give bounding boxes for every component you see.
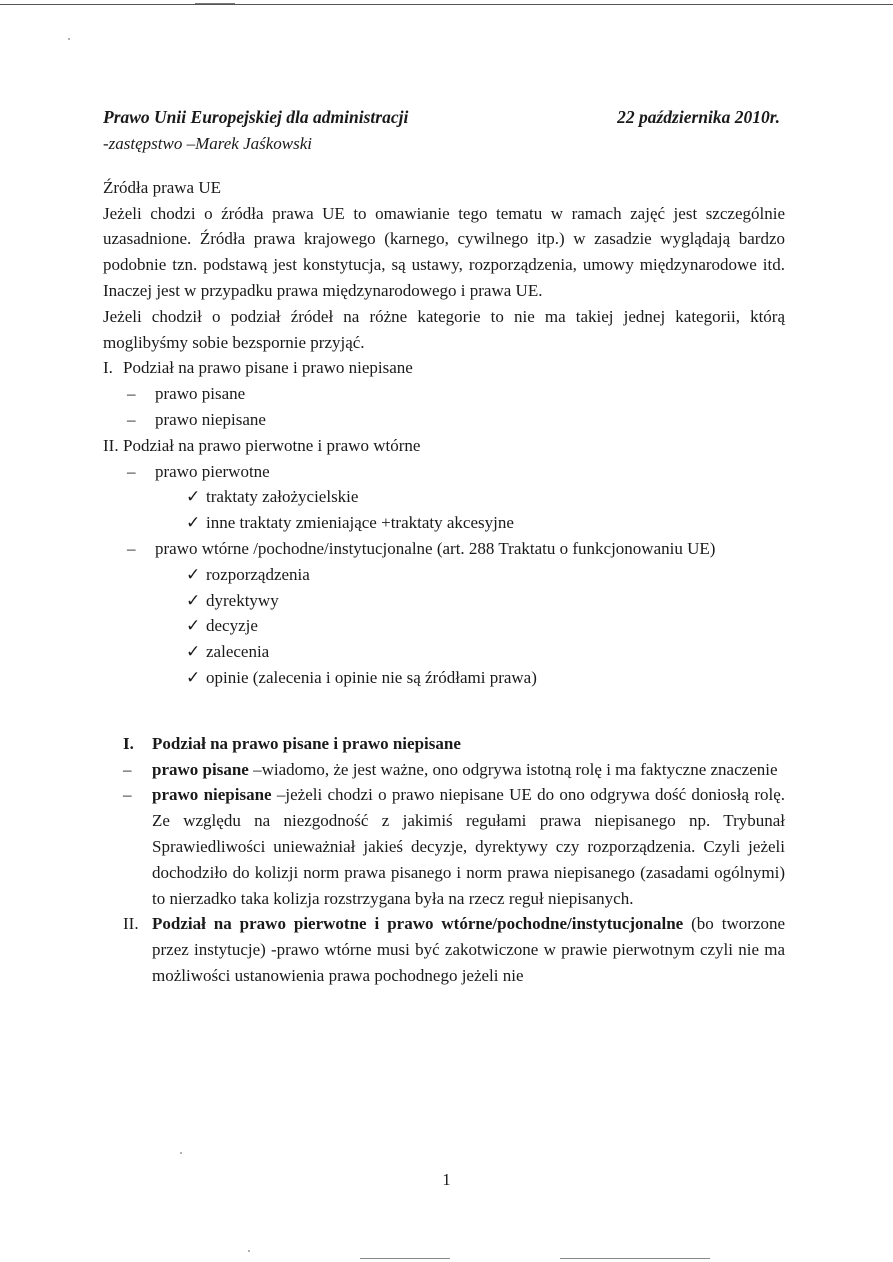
document-header	[103, 105, 785, 131]
outline-item	[103, 433, 785, 459]
list-item-text: dyrektywy	[206, 590, 279, 610]
definition-item	[103, 782, 785, 911]
scan-bottom-mark	[360, 1258, 450, 1259]
list-item	[103, 407, 785, 433]
list-item-text: decyzje	[206, 616, 258, 636]
details-heading-text: Podział na prawo pisane i prawo niepisane	[152, 733, 461, 753]
definition-text: –wiadomo, że jest ważne, ono odgrywa istotną rolę i ma faktyczne znaczenie	[248, 759, 778, 779]
scan-speck	[68, 38, 70, 40]
list-item-text: prawo pierwotne	[155, 461, 270, 481]
page-number: 1	[442, 1170, 451, 1189]
intro-paragraph: Jeżeli chodził o podział źródeł na różne kategorie to nie ma takiej jednej kategorii, którą moglibyśmy sobie bezspornie przyjąć.	[103, 306, 785, 352]
list-item-text: prawo wtórne /pochodne/instytucjonalne (art. 288 Traktatu o funkcjonowaniu UE)	[155, 538, 716, 558]
checkmark-icon: ✓	[186, 513, 201, 533]
check-list-item	[103, 562, 785, 588]
dash-bullet: –	[127, 384, 136, 404]
check-list-item	[103, 510, 785, 536]
outline-label: Podział na prawo pierwotne i prawo wtórne	[123, 435, 421, 455]
list-item	[103, 536, 785, 562]
list-item-text: prawo pisane	[155, 384, 246, 404]
checkmark-icon: ✓	[186, 642, 201, 662]
details-section	[103, 731, 785, 989]
checkmark-icon: ✓	[186, 590, 201, 610]
list-item-text: inne traktaty zmieniające +traktaty akcesyjne	[206, 513, 514, 533]
roman-numeral: I.	[103, 358, 113, 378]
check-list-item	[103, 588, 785, 614]
definition-term: prawo pisane	[152, 759, 249, 779]
list-item-text: rozporządzenia	[206, 564, 310, 584]
details-heading	[103, 911, 785, 988]
roman-numeral: II.	[123, 914, 139, 934]
lecture-date: 22 października 2010r.	[617, 107, 780, 127]
scan-top-edge-line	[0, 4, 893, 5]
definition-text: –jeżeli chodzi o prawo niepisane UE do ono odgrywa dość doniosłą rolę. Ze względu na niezgodność z jakimiś regułami prawa niepisanego np. Trybunał Sprawiedliwości unieważniał jakieś decyzje, dyrektywy czy rozporządzenia. Czyli jeżeli dochodziło do kolizji norm prawa pisanego i norm prawa niepisanego (zasadami ogólnymi) to nierzadko taka kolizja rozstrzygana była na rzecz reguł niepisanych.	[152, 785, 785, 908]
scan-speck	[248, 1250, 250, 1252]
dash-bullet: –	[127, 538, 136, 558]
scan-bottom-mark	[560, 1258, 710, 1259]
scan-speck	[180, 1152, 182, 1154]
check-list-item	[103, 665, 785, 691]
details-text: (bo tworzone przez instytucje) -prawo wtórne musi być zakotwiczone w prawie pierwotnym czyli nie ma możliwości ustanowienia prawa pochodnego jeżeli nie	[152, 914, 785, 985]
definition-item	[103, 757, 785, 783]
checkmark-icon: ✓	[186, 616, 201, 636]
checkmark-icon: ✓	[186, 487, 201, 507]
document-page	[103, 105, 785, 989]
course-title: Prawo Unii Europejskiej dla administracji	[103, 107, 409, 127]
list-item-text: traktaty założycielskie	[206, 487, 359, 507]
details-heading-text: Podział na prawo pierwotne i prawo wtórne/pochodne/instytucjonalne	[152, 914, 684, 934]
dash-bullet: –	[123, 785, 132, 805]
intro-paragraph: Jeżeli chodzi o źródła prawa UE to omawianie tego tematu w ramach zajęć jest szczególnie uzasadnione. Źródła prawa krajowego (karnego, cywilnego itp.) w zasadzie wyglądają bardzo podobnie tzn. podstawą jest konstytucja, są ustawy, rozporządzenia, umowy międzynarodowe itd. Inaczej jest w przypadku prawa międzynarodowego i prawa UE.	[103, 203, 785, 300]
list-item	[103, 381, 785, 407]
check-list-item	[103, 613, 785, 639]
details-body	[152, 911, 785, 988]
dash-bullet: –	[127, 461, 136, 481]
list-item-text: zalecenia	[206, 642, 270, 662]
check-list-item	[103, 639, 785, 665]
dash-bullet: –	[123, 759, 132, 779]
outline-item	[103, 355, 785, 381]
check-list-item	[103, 484, 785, 510]
definition-term: prawo niepisane	[152, 785, 272, 805]
list-item-text: opinie (zalecenia i opinie nie są źródłami prawa)	[206, 667, 537, 687]
checkmark-icon: ✓	[186, 564, 201, 584]
checkmark-icon: ✓	[186, 667, 201, 687]
definition-body	[152, 782, 785, 911]
list-item-text: prawo niepisane	[155, 409, 266, 429]
outline-label: Podział na prawo pisane i prawo niepisane	[123, 358, 413, 378]
section-heading: Źródła prawa UE	[103, 177, 222, 197]
scan-top-mark	[195, 3, 235, 4]
definition-body	[152, 757, 785, 783]
lecturer-line: -zastępstwo –Marek Jaśkowski	[103, 134, 313, 153]
details-heading	[103, 731, 785, 757]
dash-bullet: –	[127, 409, 136, 429]
roman-numeral: I.	[123, 733, 134, 753]
roman-numeral: II.	[103, 435, 119, 455]
list-item	[103, 459, 785, 485]
